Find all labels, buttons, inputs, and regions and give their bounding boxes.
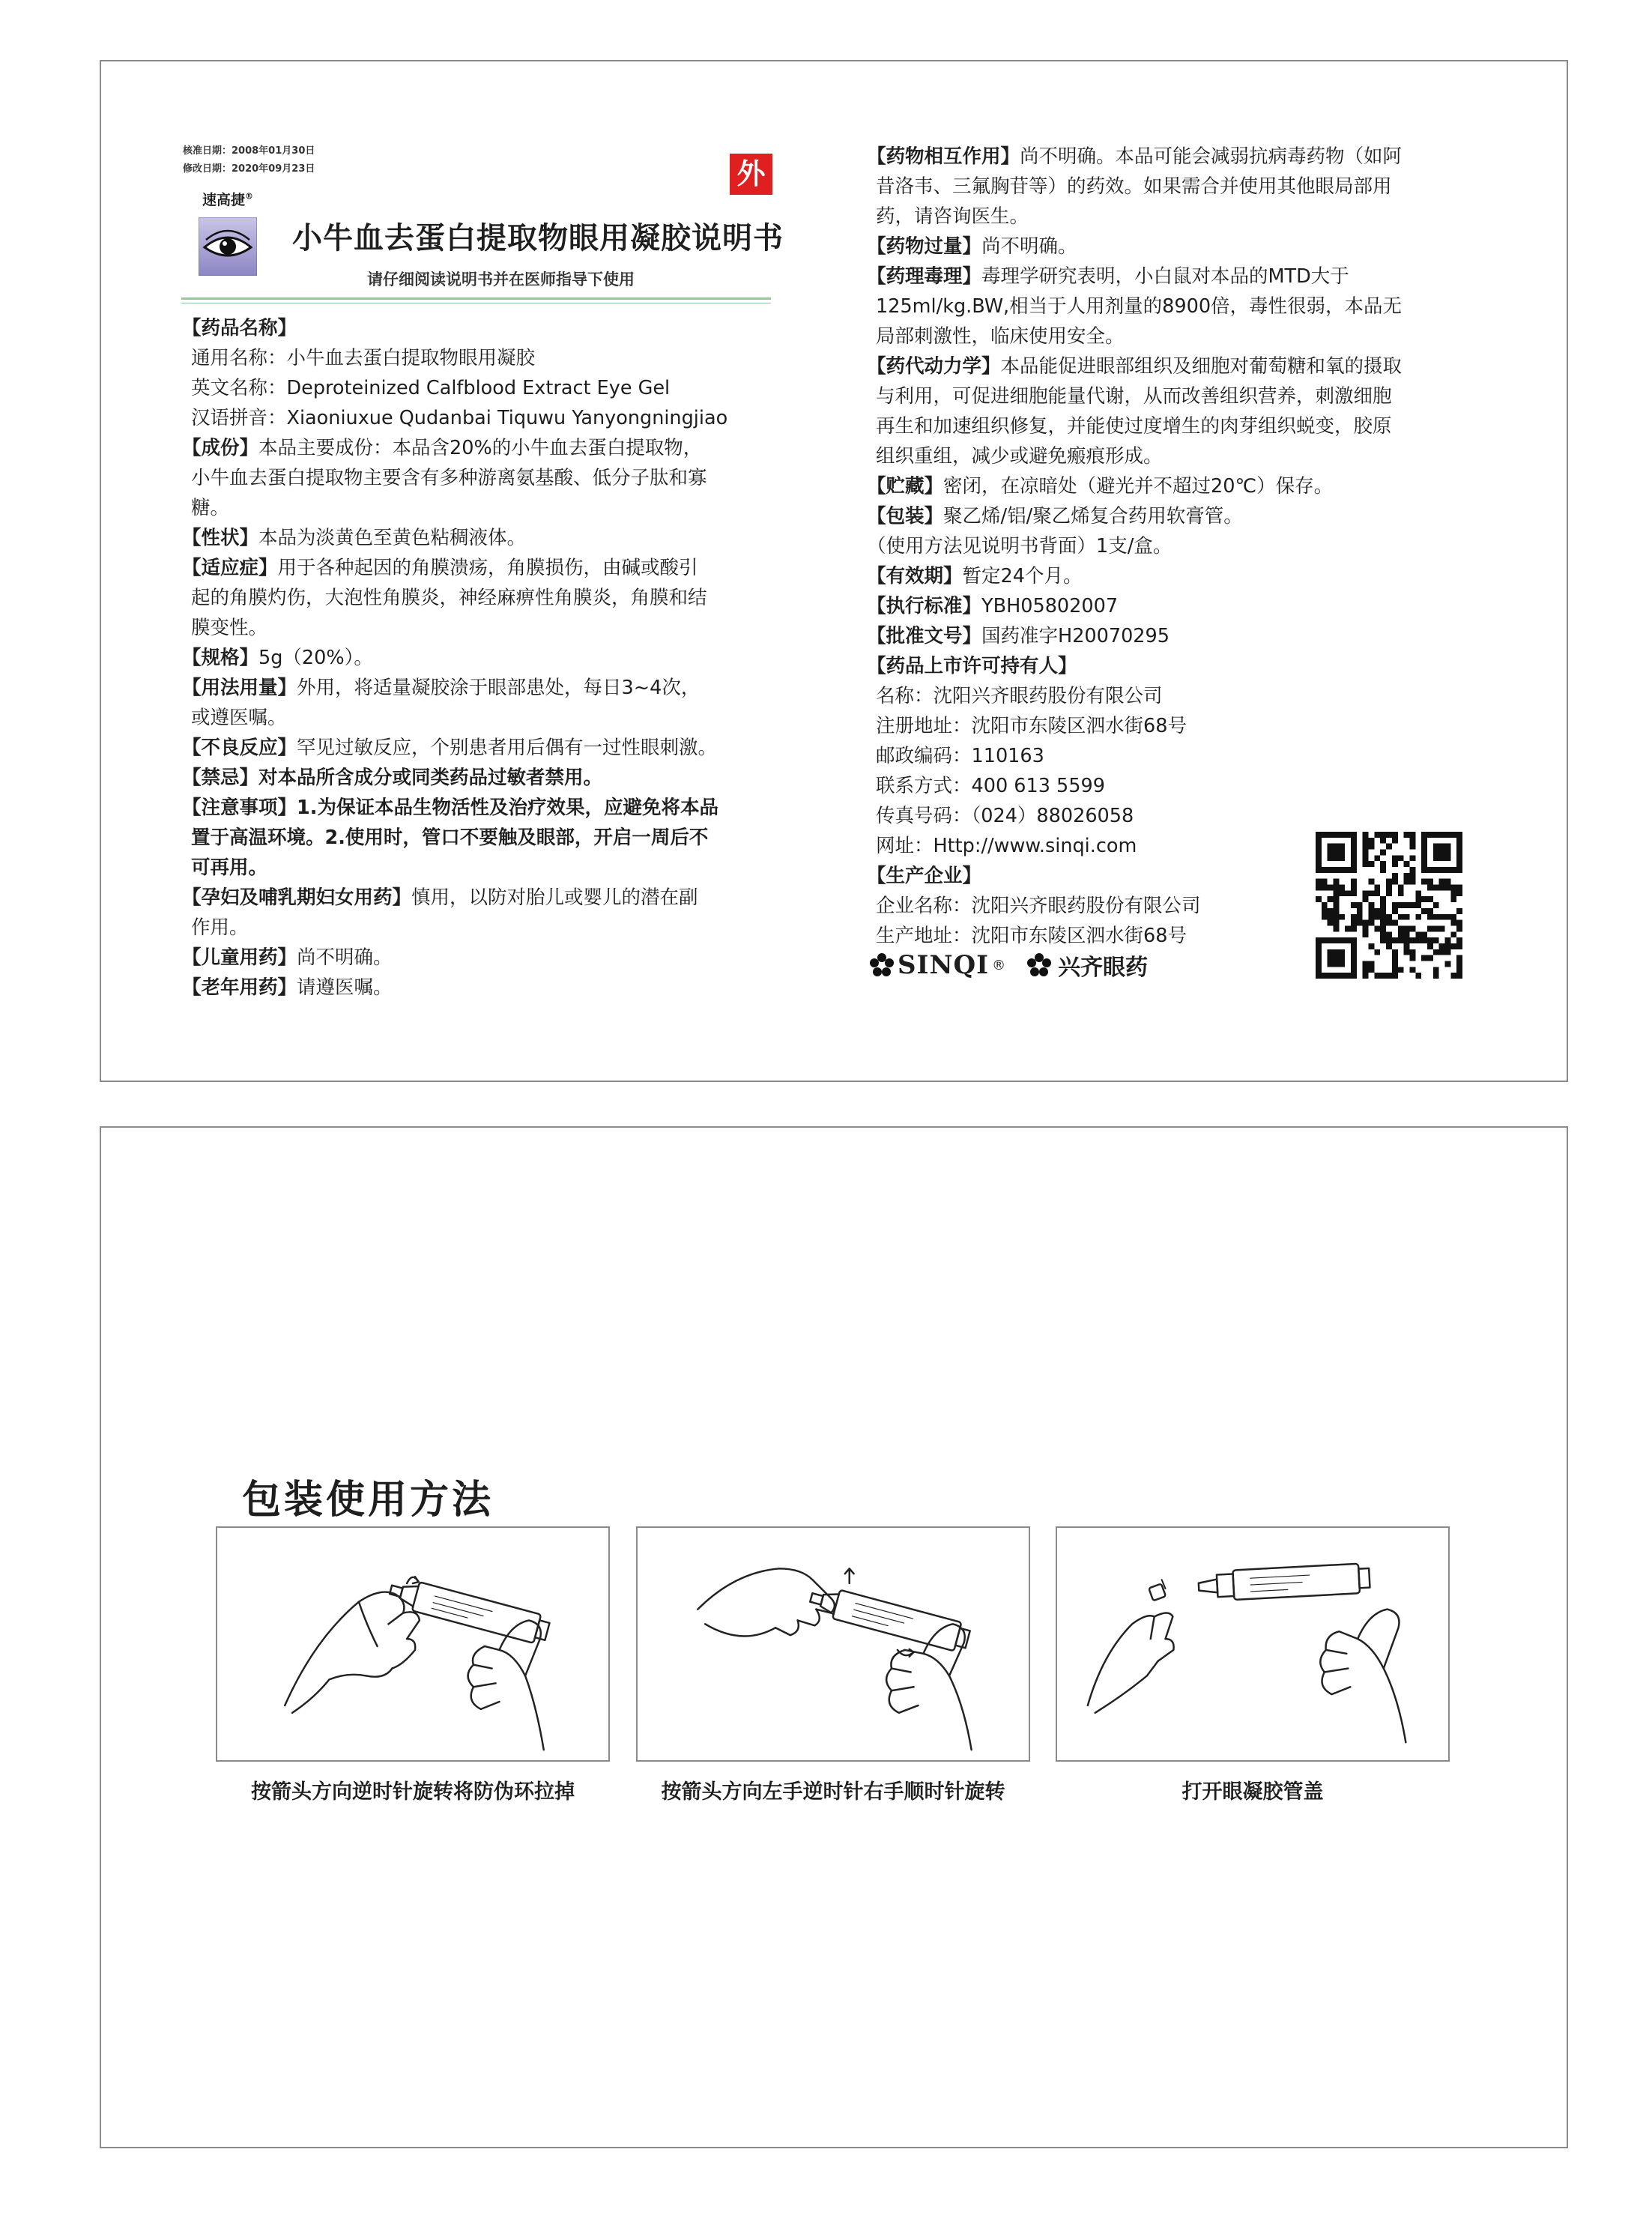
interaction-line xyxy=(867,142,1466,172)
date-block xyxy=(183,142,315,178)
section-text: 毒理学研究表明，小白鼠对本品的MTD大于 xyxy=(981,265,1349,288)
step-caption: 按箭头方向逆时针旋转将防伪环拉掉 xyxy=(251,1780,575,1804)
company-logo xyxy=(869,948,1148,982)
section-heading: 【药物相互作用】 xyxy=(867,145,1020,168)
logo-chinese: 兴齐眼药 xyxy=(1058,955,1149,981)
section-text: 作用。 xyxy=(191,916,249,939)
revision-date: 修改日期：2020年09月23日 xyxy=(183,163,315,175)
section-heading: 【规格】 xyxy=(182,647,259,669)
holder-address: 注册地址：沈阳市东陵区泗水街68号 xyxy=(876,715,1187,737)
brand-text: 速高捷 xyxy=(202,192,246,208)
section-heading: 【成份】 xyxy=(182,437,259,459)
standard-line xyxy=(867,591,1466,621)
section-text: 尚不明确。本品可能会减弱抗病毒药物（如阿 xyxy=(1020,145,1403,168)
section-text: 本品主要成份：本品含20%的小牛血去蛋白提取物， xyxy=(258,437,703,459)
step-caption: 打开眼凝胶管盖 xyxy=(1181,1780,1324,1804)
section-heading: 【用法用量】 xyxy=(182,677,297,699)
approval-date: 核准日期：2008年01月30日 xyxy=(183,145,315,157)
section-text: 国药准字H20070295 xyxy=(981,625,1170,647)
section-heading: 【老年用药】 xyxy=(182,976,297,999)
indications-line xyxy=(182,553,781,583)
section-text: 请遵医嘱。 xyxy=(297,976,393,999)
section-text: 聚乙烯/铝/聚乙烯复合药用软膏管。 xyxy=(943,505,1243,528)
flower-icon xyxy=(1026,952,1052,978)
maker-address: 生产地址：沈阳市东陵区泗水街68号 xyxy=(876,925,1187,947)
maker-name: 企业名称：沈阳兴齐眼药股份有限公司 xyxy=(876,895,1201,917)
section-text: 膜变性。 xyxy=(191,617,268,639)
section-heading: 【药品上市许可持有人】 xyxy=(867,655,1077,677)
holder-postcode: 邮政编码：110163 xyxy=(876,745,1044,767)
package-usage-title: 包装使用方法 xyxy=(242,1478,494,1523)
title-divider xyxy=(181,297,771,300)
section-heading: 【执行标准】 xyxy=(867,595,982,617)
document-title: 小牛血去蛋白提取物眼用凝胶说明书 xyxy=(292,221,784,256)
flower-icon xyxy=(869,952,895,978)
pharmacokinetics-line xyxy=(867,351,1466,381)
section-text: 药，请咨询医生。 xyxy=(876,205,1029,228)
section-text: 本品为淡黄色至黄色粘稠液体。 xyxy=(258,527,527,549)
section-heading: 【贮藏】 xyxy=(867,475,944,498)
section-heading: 【有效期】 xyxy=(867,565,963,587)
section-text: 组织重组，减少或避免瘢痕形成。 xyxy=(876,445,1163,468)
english-name: 英文名称：Deproteinized Calfblood Extract Eye Gel xyxy=(191,377,671,399)
section-text: 罕见过敏反应，个别患者用后偶有一过性眼刺激。 xyxy=(297,737,718,759)
section-heading: 【适应症】 xyxy=(182,557,278,579)
section-text: 对本品所含成分或同类药品过敏者禁用。 xyxy=(258,767,603,789)
holder-website: 网址：Http://www.sinqi.com xyxy=(876,835,1137,857)
section-text: 尚不明确。 xyxy=(297,946,393,969)
section-heading: 【批准文号】 xyxy=(867,625,982,647)
validity-line xyxy=(867,561,1466,591)
logo-latin: SINQI xyxy=(898,950,990,980)
section-heading: 【包装】 xyxy=(867,505,944,528)
ingredients-line xyxy=(182,433,781,463)
logo-registered-mark: ® xyxy=(992,957,1006,973)
section-text: 置于高温环境。2.使用时，管口不要触及眼部，开启一周后不 xyxy=(191,827,709,849)
section-heading: 【注意事项】 xyxy=(182,797,297,819)
section-text: 起的角膜灼伤，大泡性角膜炎，神经麻痹性角膜炎，角膜和结 xyxy=(191,587,707,609)
section-text: 慎用，以防对胎儿或婴儿的潜在副 xyxy=(411,886,698,909)
step-2-illustration xyxy=(636,1526,1030,1762)
section-heading: 【药品名称】 xyxy=(182,317,297,339)
step-1-illustration xyxy=(216,1526,610,1762)
approval-line xyxy=(867,621,1466,651)
elderly-line xyxy=(182,973,781,1003)
section-heading: 【禁忌】 xyxy=(182,767,259,789)
section-text: 5g（20%）。 xyxy=(258,647,373,669)
pregnancy-line xyxy=(182,883,781,913)
section-text: 小牛血去蛋白提取物主要含有多种游离氨基酸、低分子肽和寡 xyxy=(191,467,707,489)
overdose-line xyxy=(867,232,1466,262)
section-text: 暂定24个月。 xyxy=(962,565,1083,587)
step-caption: 按箭头方向左手逆时针右手顺时针旋转 xyxy=(661,1780,1005,1804)
section-text: 或遵医嘱。 xyxy=(191,707,287,729)
section-text: 与利用，可促进细胞能量代谢，从而改善组织营养，刺激细胞 xyxy=(876,385,1392,408)
section-text: 125ml/kg.BW,相当于人用剂量的8900倍，毒性很弱，本品无 xyxy=(876,295,1403,318)
section-text: 密闭，在凉暗处（避光并不超过20℃）保存。 xyxy=(943,475,1334,498)
right-column xyxy=(867,142,1466,951)
section-text: 本品能促进眼部组织及细胞对葡萄糖和氧的摄取 xyxy=(1000,355,1403,378)
section-heading: 【孕妇及哺乳期妇女用药】 xyxy=(182,886,412,909)
section-text: 尚不明确。 xyxy=(981,235,1077,258)
section-heading: 【药物过量】 xyxy=(867,235,982,258)
section-heading: 【生产企业】 xyxy=(867,865,982,887)
section-heading: 【性状】 xyxy=(182,527,259,549)
section-text: 再生和加速组织修复，并能使过度增生的肉芽组织蜕变，胶原 xyxy=(876,415,1392,438)
spec-line xyxy=(182,643,781,673)
generic-name: 通用名称：小牛血去蛋白提取物眼用凝胶 xyxy=(191,347,536,369)
section-text: 昔洛韦、三氟胸苷等）的药效。如果需合并使用其他眼局部用 xyxy=(876,175,1392,198)
section-heading: 【儿童用药】 xyxy=(182,946,297,969)
eye-icon xyxy=(199,217,257,276)
brand-registered-mark: ® xyxy=(245,191,254,202)
section-text: 局部刺激性，临床使用安全。 xyxy=(876,325,1125,348)
package-line xyxy=(867,501,1466,531)
storage-line xyxy=(867,471,1466,501)
external-use-mark: 外 xyxy=(730,154,772,195)
caution-line xyxy=(182,793,781,823)
pinyin-name: 汉语拼音：Xiaoniuxue Qudanbai Tiquwu Yanyongningjiao xyxy=(191,407,728,429)
qr-code-icon[interactable] xyxy=(1316,832,1462,979)
section-text: （使用方法见说明书背面）1支/盒。 xyxy=(867,535,1173,557)
section-text: 用于各种起因的角膜溃疡，角膜损伤，由碱或酸引 xyxy=(277,557,698,579)
section-text: YBH05802007 xyxy=(981,595,1119,617)
section-heading: 【药代动力学】 xyxy=(867,355,1001,378)
section-text: 外用，将适量凝胶涂于眼部患处，每日3~4次， xyxy=(297,677,701,699)
children-line xyxy=(182,943,781,973)
step-3-illustration xyxy=(1056,1526,1450,1762)
section-heading: 【不良反应】 xyxy=(182,737,297,759)
brand-name xyxy=(202,189,253,209)
section-text: 可再用。 xyxy=(191,856,268,879)
toxicology-line xyxy=(867,262,1466,291)
character-line xyxy=(182,523,781,553)
contra-line xyxy=(182,763,781,793)
usage-line xyxy=(182,673,781,703)
section-text: 1.为保证本品生物活性及治疗效果，应避免将本品 xyxy=(297,797,718,819)
document-subtitle: 请仔细阅读说明书并在医师指导下使用 xyxy=(367,271,635,288)
holder-phone: 联系方式：400 613 5599 xyxy=(876,775,1105,797)
section-text: 糖。 xyxy=(191,497,230,519)
left-column xyxy=(182,313,781,1003)
section-heading: 【药理毒理】 xyxy=(867,265,982,288)
holder-fax: 传真号码：（024）88026058 xyxy=(876,805,1134,827)
holder-name: 名称：沈阳兴齐眼药股份有限公司 xyxy=(876,685,1163,707)
adverse-line xyxy=(182,733,781,763)
